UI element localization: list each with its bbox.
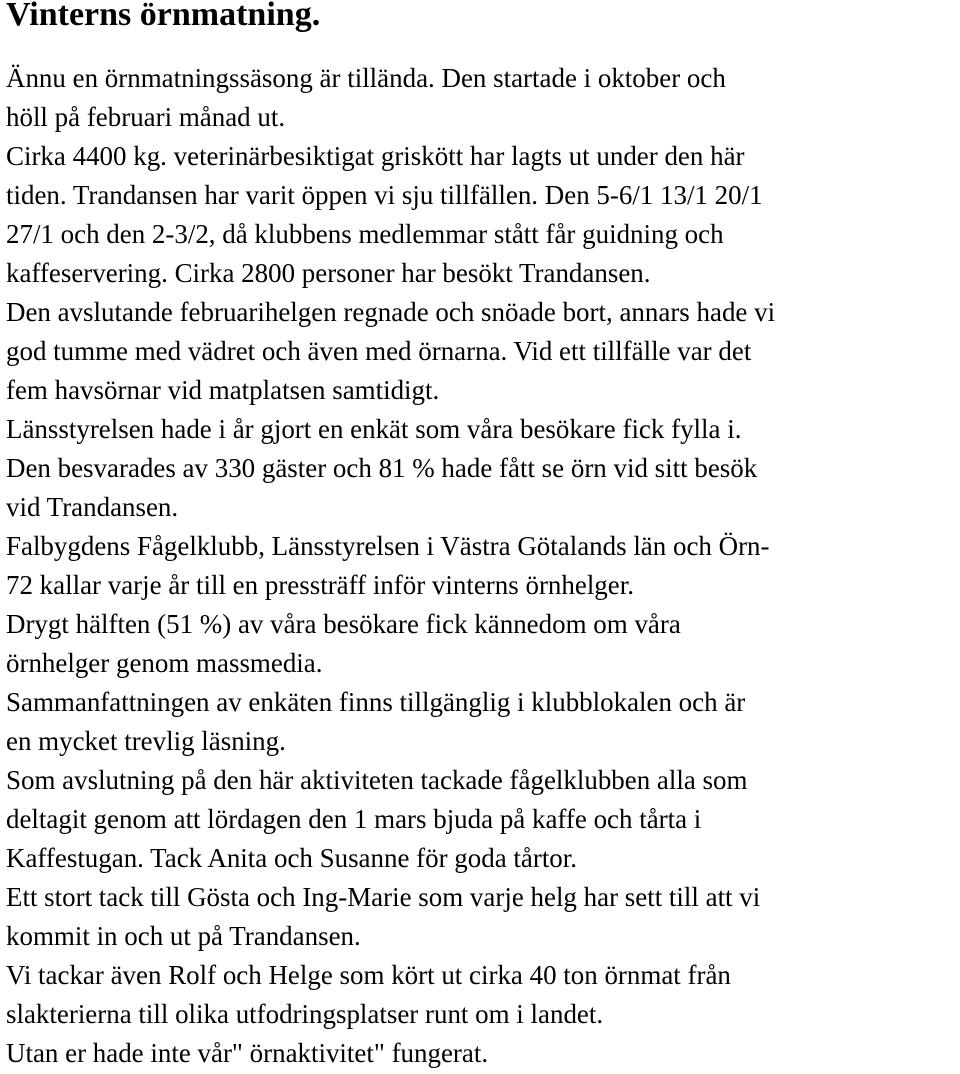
- text-line: Sammanfattningen av enkäten finns tillgänglig i klubblokalen och är: [6, 687, 746, 717]
- text-line: Kaffestugan. Tack Anita och Susanne för goda tårtor.: [6, 843, 578, 873]
- text-line: fem havsörnar vid matplatsen samtidigt.: [6, 375, 440, 405]
- text-line: Som avslutning på den här aktiviteten tackade fågelklubben alla som: [6, 765, 748, 795]
- text-line: höll på februari månad ut.: [6, 102, 286, 132]
- text-line: slakterierna till olika utfodringsplatser runt om i landet.: [6, 999, 604, 1029]
- text-line: Den besvarades av 330 gäster och 81 % hade fått se örn vid sitt besök: [6, 453, 758, 483]
- text-line: en mycket trevlig läsning.: [6, 726, 286, 756]
- text-line: 72 kallar varje år till en pressträff inför vinterns örnhelger.: [6, 570, 634, 600]
- document-title: Vinterns örnmatning.: [6, 0, 321, 33]
- text-line: Cirka 4400 kg. veterinärbesiktigat griskött har lagts ut under den här: [6, 141, 745, 171]
- text-line: deltagit genom att lördagen den 1 mars bjuda på kaffe och tårta i: [6, 804, 702, 834]
- text-line: Ett stort tack till Gösta och Ing-Marie som varje helg har sett till att vi: [6, 882, 761, 912]
- text-line: Vi tackar även Rolf och Helge som kört ut cirka 40 ton örnmat från: [6, 960, 731, 990]
- text-line: Falbygdens Fågelklubb, Länsstyrelsen i Västra Götalands län och Örn-: [6, 531, 770, 561]
- text-line: Länsstyrelsen hade i år gjort en enkät som våra besökare fick fylla i.: [6, 414, 742, 444]
- document-page: [6, 0, 958, 1068]
- text-line: kaffeservering. Cirka 2800 personer har besökt Trandansen.: [6, 258, 651, 288]
- text-line: tiden. Trandansen har varit öppen vi sju tillfällen. Den 5-6/1 13/1 20/1: [6, 180, 763, 210]
- text-line: Ännu en örnmatningssäsong är tillända. Den startade i oktober och: [6, 63, 726, 93]
- text-line: 27/1 och den 2-3/2, då klubbens medlemmar stått får guidning och: [6, 219, 724, 249]
- text-line: Utan er hade inte vår" örnaktivitet" fungerat.: [6, 1038, 489, 1068]
- text-line: god tumme med vädret och även med örnarna. Vid ett tillfälle var det: [6, 336, 752, 366]
- text-line: örnhelger genom massmedia.: [6, 648, 323, 678]
- text-line: vid Trandansen.: [6, 492, 179, 522]
- document-body: [6, 59, 958, 1073]
- text-line: kommit in och ut på Trandansen.: [6, 921, 361, 951]
- text-line: Den avslutande februarihelgen regnade och snöade bort, annars hade vi: [6, 297, 776, 327]
- text-line: Drygt hälften (51 %) av våra besökare fick kännedom om våra: [6, 609, 681, 639]
